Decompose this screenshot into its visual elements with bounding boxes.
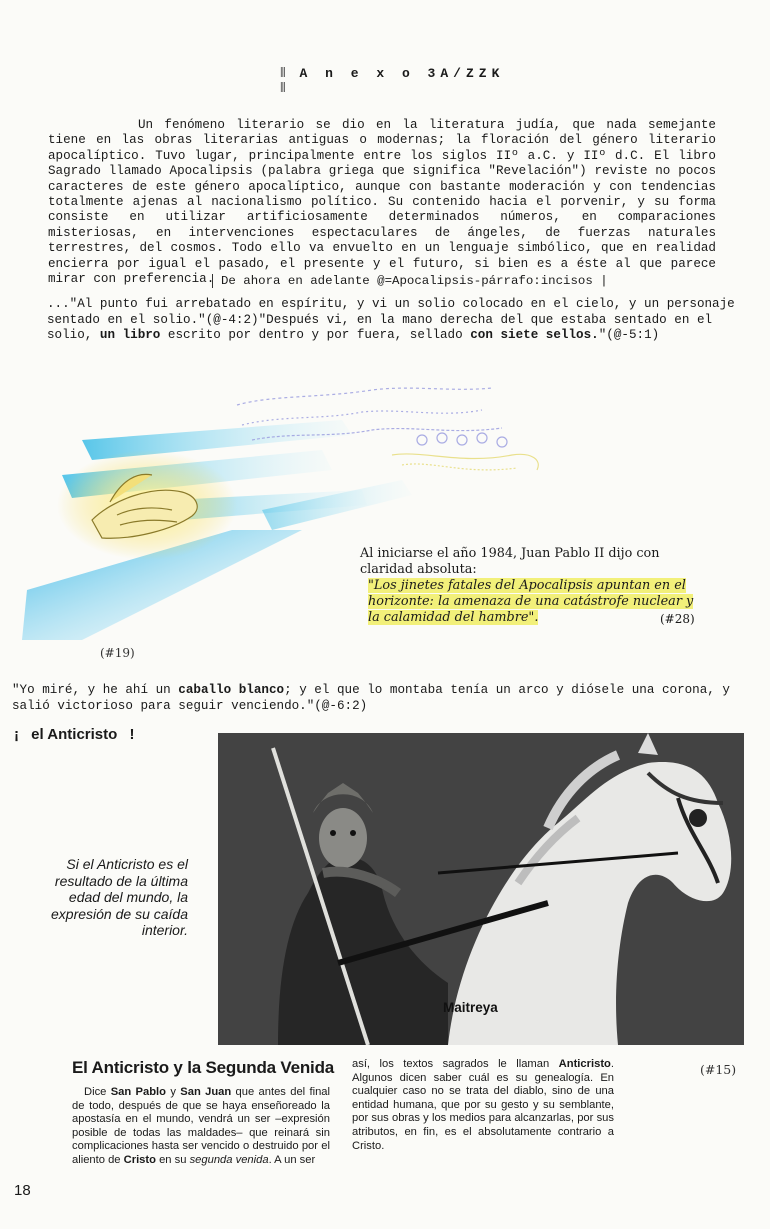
- abbreviation-note: De ahora en adelante @=Apocalipsis-párrafo:incisos |: [212, 274, 621, 288]
- col1-text-f: . A un ser: [268, 1153, 316, 1166]
- caption-reference: (#28): [660, 612, 695, 626]
- maitreya-statue-photo: [218, 733, 744, 1045]
- heading-open-mark: ¡: [14, 726, 19, 743]
- anticristo-heading: [14, 726, 134, 743]
- col2-text-c: . Algunos dicen saber cuál es su genealogía. En cualquier caso no se trata del diablo, sino de una entidad humana, que por su gesto y su semblante, por sus obras y los medios para alcanzarlas, por sus atributos, en fin, es el absolutamente contrario a Cristo.: [352, 1058, 614, 1152]
- col2-bold-anticristo: Anticristo: [558, 1058, 611, 1070]
- article-column-1: [72, 1086, 330, 1168]
- caption-lead: Al iniciarse el año 1984, Juan Pablo II dijo con claridad absoluta:: [360, 546, 660, 577]
- col1-text-c: y: [166, 1086, 181, 1098]
- header-title: A n e x o 3A/ZZK: [299, 66, 505, 81]
- intro-paragraph: Un fenómeno literario se dio en la literatura judía, que nada semejante tiene en las obras literarias antiguas o modernas; la floración del género literario apocalíptico. Tuvo lugar, principalmente entre los siglos IIº a.C. y IIº d.C. El libro Sagrado llamado Apocalipsis (palabra griega que significa "Revelación") reviste no pocos caracteres de este género apocalíptico, aunque con bastante moderación y con tendencias totalmente ajenas al nacionalismo político. Su contenido hacia el porvenir, y su forma consiste en utilizar artificiosamente determinados números, en comparaciones misteriosas, en intervenciones espectaculares de ángeles, de fuerzas naturales terrestres, del cosmos. Todo ello va envuelto en un lenguaje simbólico, que en realidad encierra por igual el pasado, el presente y el futuro, si bien es a éste al que parece mirar con preferencia.: [48, 118, 716, 287]
- quote2-bold: caballo blanco: [178, 683, 285, 697]
- col1-italic-segunda-venida: segunda venida: [189, 1153, 269, 1166]
- quote1-bold1: un libro: [99, 328, 161, 342]
- column-1-paragraph: [72, 1086, 330, 1168]
- col1-bold-san-pablo: San Pablo: [110, 1086, 167, 1098]
- article-column-2: [352, 1058, 614, 1153]
- page-number: 18: [14, 1182, 31, 1199]
- decorative-bars-left: ⦀: [280, 66, 287, 81]
- decorative-bars-right: ⦀: [280, 81, 287, 96]
- article-reference: (#15): [700, 1062, 737, 1077]
- page-header: [280, 66, 510, 96]
- quote1-part2: escrito por dentro y por fuera, sellado: [160, 328, 471, 342]
- quote2-part2: ; y el que lo montaba tenía un arco y diósele una corona, y salió victorioso para seguir venciendo."(@-6:2): [12, 683, 730, 713]
- article-title: El Anticristo y la Segunda Venida: [72, 1058, 335, 1077]
- column-2-paragraph: [352, 1058, 614, 1153]
- col1-text-a: Dice: [84, 1086, 111, 1098]
- col1-bold-cristo: Cristo: [123, 1153, 156, 1166]
- intro-section: [48, 118, 716, 287]
- col1-text-d: que antes del final de todo, después de que se haya enseñoreado la apostasía en el mundo, vendrá un ser –expresión posible de todas las maldades– que reinará sin complicaciones hasta ser vencido o destruido por el aliento de: [72, 1086, 330, 1166]
- revelation-quote-2: [12, 682, 752, 714]
- quote1-part3: "(@-5:1): [598, 328, 660, 342]
- illustration-reference: (#19): [100, 646, 135, 660]
- pope-caption: [360, 546, 705, 626]
- quote2-part1: "Yo miré, y he ahí un: [12, 683, 179, 697]
- col1-text-e: en su: [155, 1153, 190, 1166]
- quote1-bold2: con siete sellos.: [470, 328, 599, 342]
- quote1-part1: ..."Al punto fui arrebatado en espíritu, y vi un solio colocado en el cielo, y un personaje sentado en el solio."(@-4:2)"Después vi, en la mano derecha del que estaba sentado en el solio,: [47, 297, 735, 342]
- col1-bold-san-juan: San Juan: [180, 1086, 232, 1098]
- heading-close-mark: !: [129, 726, 135, 743]
- revelation-quote-1: [47, 297, 757, 344]
- heading-text: el Anticristo: [31, 726, 118, 743]
- side-caption: Si el Anticristo es el resultado de la última edad del mundo, la expresión de su caída interior.: [51, 856, 188, 938]
- photo-label: Maitreya: [443, 1000, 498, 1015]
- col2-text-a: así, los textos sagrados le llaman: [352, 1058, 559, 1070]
- caption-highlighted-quote: "Los jinetes fatales del Apocalipsis apuntan en el horizonte: la amenaza de una catástrofe nuclear y la calamidad del hambre".: [368, 578, 694, 625]
